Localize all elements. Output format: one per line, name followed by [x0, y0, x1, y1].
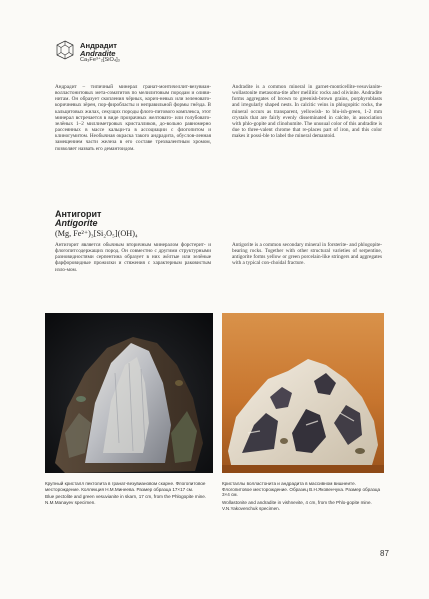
- right-photo-caption: [222, 481, 384, 512]
- crystal-icon: [55, 40, 75, 60]
- andradite-text-ru: Андрадит – типичный минерал гранат-монтичеллит-везувиан-волластонитовых мета-соматитов по мелилитовым породам и оливи-нитам. Он образует скопления чёрных, корич-невых или зеленовато-коричневых зёрен, пор-фиробласты и неправильной формы гнёзда. В кальцитовых жилах, секущих породы флого-питового комплекса, этот минерал встречается в виде прозрачных желтовато- или голубовато-зелёных 1–2 миллиметровых кристалликов, до-вольно равномерно рассеянных в массе кальци-та в ассоциации с флогопитом и клиногумитом. Необычная окраска такого андрадита, обуслов-ленная замещением части железа в его составе трехвалентным хромом, позволяет назвать его демантоидом.: [55, 84, 211, 152]
- left-caption-en: Blue pectolite and green vesuvianite in skarn, 17 cm, from the Phlogopite mine. N.M.Manayev specimen.: [45, 494, 207, 506]
- andradite-formula: Ca₃Fe³⁺₂[SiO₄]₃: [80, 56, 120, 63]
- wollastonite-andradite-photo: [222, 313, 384, 473]
- andradite-text-en: Andradite is a common mineral in garnet-monticellite-vesuvianite-wollastonite metasoma-tite after melilitic rocks and olivinite. Andradite forms aggregates of brown to greenish-brown grains, porphyroblasts and irregularly shaped nests. In calcitic veins in phlogopitic rocks, the mineral occurs as transparent, yellowish- to blu-ish-green, 1-2 mm crystals that are fairly evenly disseminated in calcite, in association with phlo-gopite and clinohumite. The unusual color of this andradite is due to three-valent chrome that re-places part of iron, and this color makes it possi-ble to label the mineral demantoid.: [232, 84, 382, 140]
- andradite-title-ru: Андрадит: [80, 41, 117, 50]
- left-photo-caption: [45, 481, 213, 506]
- page-number: 87: [380, 549, 389, 558]
- andradite-title-en: Andradite: [80, 48, 116, 58]
- antigorite-text-ru: Антигорит является обычным вторичным минералом форстерит- и флогопитсодержащих пород. Он совместно с другими структурными разновидностями серпентина образует в них жёлтые или зелёные фарфоровидные прожилки и стяжения с характерным раковистым изло-мом.: [55, 242, 211, 273]
- antigorite-title-ru: Антигорит: [55, 209, 102, 219]
- pectolite-specimen-photo: [45, 313, 213, 473]
- right-caption-en: Wollastonite and andradite in vishnevite, 4 cm, from the Phlo-gopite mine. V.N.Yakovenchuk specimen.: [222, 500, 372, 511]
- andradite-heading: [80, 42, 120, 64]
- antigorite-heading: [55, 210, 138, 238]
- antigorite-text-en: Antigorite is a common secondary mineral in forsterite- and phlogopite-bearing rocks. Together with other structural varieties of serpentine, antigorite forms yellow or green porcelain-like stringers and aggregates with a typical con-choidal fracture.: [232, 242, 382, 267]
- left-caption-ru: Крупный кристалл пектолита в гранат-везувиановом скарне. Флогопитовое месторождение. Коллекция Н.М.Минеева. Размер образца 17×17 см.: [45, 481, 206, 492]
- antigorite-formula: (Mg, Fe²⁺)₃[Si₂O₅](OH)₄: [55, 228, 138, 238]
- right-caption-ru: Кристаллы волластонита и андрадита в массивном вишнеите. Флогопитовое месторождение. Образец В.Н.Яковенчука. Размер образца 3×4 см.: [222, 481, 381, 498]
- antigorite-title-en: Antigorite: [55, 218, 98, 229]
